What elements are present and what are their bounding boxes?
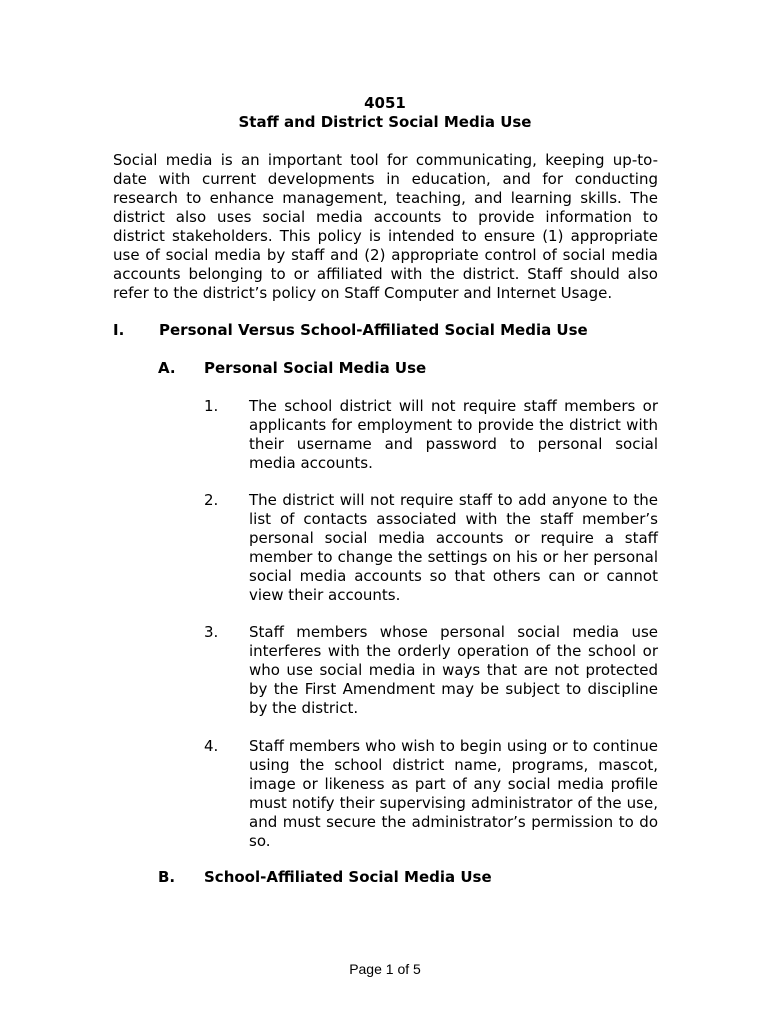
list-item-3: [204, 623, 658, 718]
list-item-number: 3.: [204, 623, 219, 641]
policy-number: 4051: [364, 94, 406, 112]
list-item-text: The district will not require staff to add anyone to the list of contacts associated with the staff member’s personal social media accounts or require a staff member to change the settings on his or her personal social media accounts so that others can or cannot view their accounts.: [249, 491, 658, 604]
list-item-1: [204, 397, 658, 473]
subsection-a-marker: A.: [158, 359, 176, 377]
subsection-b-marker: B.: [158, 868, 176, 886]
subsection-a-title: Personal Social Media Use: [204, 359, 427, 377]
list-item-number: 4.: [204, 737, 219, 755]
intro-paragraph: Social media is an important tool for communicating, keeping up-to-date with current developments in education, and for conducting research to enhance management, teaching, and learning skills. The district also uses social media accounts to provide information to district stakeholders. This policy is intended to ensure (1) appropriate use of social media by staff and (2) appropriate control of social media accounts belonging to or affiliated with the district. Staff should also refer to the district’s policy on Staff Computer and Internet Usage.: [113, 151, 658, 302]
list-item-4: [204, 737, 658, 851]
list-item-text: The school district will not require staff members or applicants for employment to provide the district with their username and password to personal social media accounts.: [249, 397, 658, 472]
list-item-number: 2.: [204, 491, 219, 509]
section-1-title: Personal Versus School-Affiliated Social Media Use: [159, 321, 588, 339]
policy-title: Staff and District Social Media Use: [238, 113, 532, 131]
subsection-b-title: School-Affiliated Social Media Use: [204, 868, 492, 886]
page-number-footer: Page 1 of 5: [349, 961, 421, 977]
list-item-text: Staff members who wish to begin using or to continue using the school district name, programs, mascot, image or likeness as part of any social media profile must notify their supervising administrator of the use, and must secure the administrator’s permission to do so.: [249, 737, 658, 850]
list-item-number: 1.: [204, 397, 219, 415]
list-item-text: Staff members whose personal social media use interferes with the orderly operation of the school or who use social media in ways that are not protected by the First Amendment may be subject to discipline by the district.: [249, 623, 658, 717]
list-item-2: [204, 491, 658, 605]
section-1-marker: I.: [113, 321, 125, 339]
